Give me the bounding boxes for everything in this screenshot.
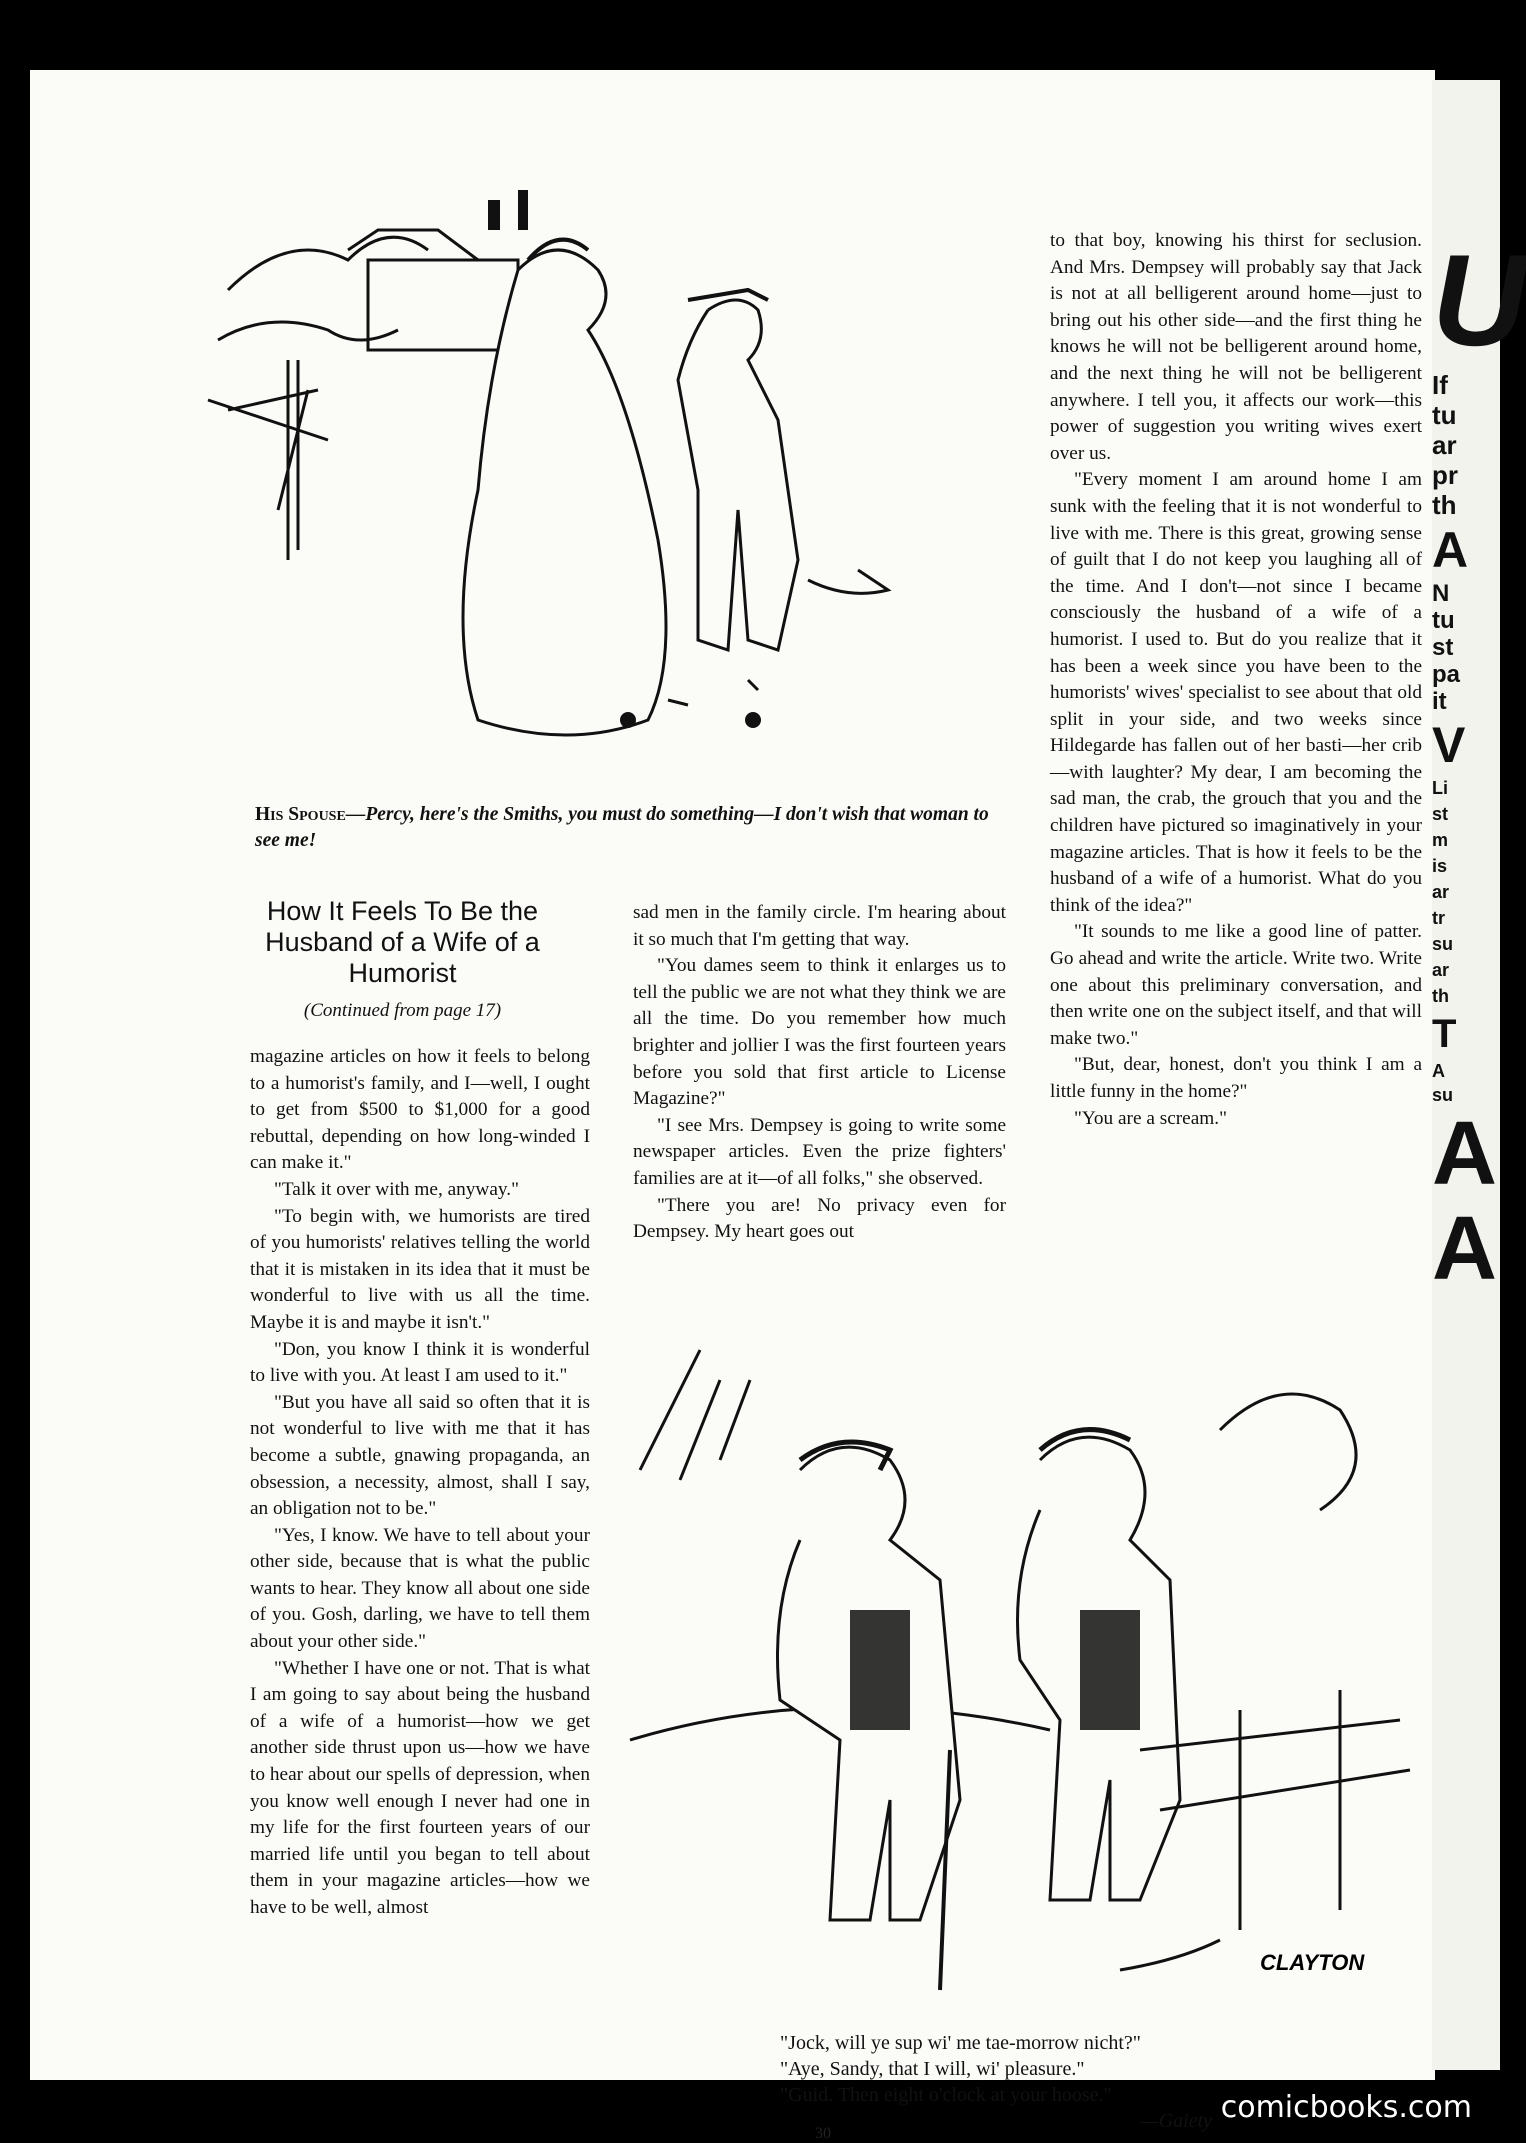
caption-speaker-label: His Spouse (255, 804, 346, 825)
adjacent-letter: A (1432, 1199, 1497, 1299)
site-watermark: comicbooks.com (1220, 2090, 1472, 2125)
adjacent-letter: it (1432, 688, 1447, 715)
paragraph: "There you are! No privacy even for Dempsey. My heart goes out (633, 1194, 1006, 1243)
adjacent-page-edge (1432, 80, 1526, 2070)
adjacent-letter: tr (1432, 908, 1445, 928)
article-column-right (1050, 228, 1422, 1132)
article-title: How It Feels To Be the Husband of a Wife of a Humorist (265, 896, 540, 988)
adjacent-letter: A (1432, 1104, 1497, 1204)
bottom-illustration (620, 1310, 1420, 2010)
paragraph: "I see Mrs. Dempsey is going to write some newspaper articles. Even the prize fighters' families are at it—of all folks," she observed. (633, 1114, 1006, 1189)
paragraph: "Whether I have one or not. That is what I am going to say about being the husband of a wife of a humorist—how we get another side thrust upon us—how we have to hear about our spells of depression, when you know well enough I never had one in my life for the first fourteen years of our married life until you began to tell about them in your magazine articles—how we have to be well, almost (250, 1657, 590, 1918)
caption-line: "Aye, Sandy, that I will, wi' pleasure." (780, 2058, 1085, 2080)
paragraph: "To begin with, we humorists are tired of you humorists' relatives telling the world that it is mistaken in its idea that it must be wonderful to live with us all the time. Maybe it is and maybe it isn't." (250, 1205, 590, 1333)
man-hat (688, 290, 768, 300)
artist-signature: CLAYTON (1260, 1950, 1365, 1975)
paragraph: "Talk it over with me, anyway." (274, 1178, 519, 1200)
page-number: 30 (815, 2125, 831, 2142)
paragraph: "Yes, I know. We have to tell about your other side, because that is what the public wants to hear. They know all about one side of you. Gosh, darling, we have to tell them about your other side." (250, 1524, 590, 1653)
adjacent-letter: T (1432, 1012, 1457, 1056)
adjacent-letter: su (1432, 1085, 1454, 1105)
paragraph: "You are a scream." (1074, 1107, 1227, 1129)
adjacent-letter: U (1432, 227, 1526, 373)
tree-foliage (228, 237, 428, 290)
paragraph: "But you have all said so often that it is not wonderful to live with me that it has become a subtle, gnawing propaganda, an obsession, a necessity, almost, shall I say, an obligation not to be." (250, 1391, 590, 1520)
adjacent-letter: N (1432, 580, 1450, 607)
article-column-left (250, 1044, 590, 1922)
adjacent-letter: ar (1432, 430, 1457, 460)
fence (1140, 1690, 1410, 1930)
caption-line: "Guid. Then eight o'clock at your hoose." (780, 2084, 1112, 2106)
adjacent-letter: th (1432, 986, 1449, 1006)
adjacent-letter: If (1432, 370, 1448, 400)
adjacent-letter: tu (1432, 400, 1457, 430)
adjacent-letter: A (1432, 522, 1469, 578)
article-column-middle (633, 900, 1006, 1246)
paragraph: "You dames seem to think it enlarges us to tell the public we are not what they think we are all the time. Do you remember how much brighter and jollier I was the first fourteen years before you sold that first article to License Magazine?" (633, 955, 1006, 1110)
adjacent-letter: st (1432, 804, 1449, 824)
tree-sketch (1220, 1394, 1356, 1510)
woman-figure (463, 250, 666, 735)
paragraph: "But, dear, honest, don't you think I am a little funny in the home?" (1050, 1054, 1422, 1102)
paragraph: "Don, you know I think it is wonderful to live with you. At least I am used to it." (250, 1338, 590, 1387)
adjacent-letter: is (1432, 856, 1448, 876)
tree-trunk (278, 360, 308, 560)
adjacent-letter: A (1432, 1061, 1445, 1081)
paragraph: "Every moment I am around home I am sunk with the feeling that it is not wonderful to live with me. There is this great, growing sense of guilt that I do not keep you laughing all of the time. And I don't—not since I became consciously the husband of a wife of a humorist. I used to. But do you realize that it has been a week since you have been to the humorists' wives' specialist to see about that old split in your side, and two weeks since Hildegarde has fallen out of her basti—her crib—with laughter? My dear, I am becoming the sad man, the crab, the grouch that you and the children have pictured so imaginatively in your magazine articles. That is how it feels to be the husband of a wife of a humorist. What do you think of the idea?" (1050, 469, 1422, 916)
adjacent-letter: pr (1432, 460, 1458, 490)
adjacent-letter: Li (1432, 778, 1448, 798)
adjacent-letter: tu (1432, 607, 1455, 634)
top-illustration (188, 160, 958, 790)
adjacent-letter: m (1432, 830, 1449, 850)
paragraph: magazine articles on how it feels to belong to a humorist's family, and I—well, I ought to get from $500 to $1,000 for a good rebuttal, depending on how long-winded I can make it." (250, 1046, 590, 1174)
man-figure (678, 300, 798, 650)
paragraph: to that boy, knowing his thirst for seclusion. And Mrs. Dempsey will probably say that Jack is not at all belligerent around home—just to bring out his other side—and the first thing he knows he will not be belligerent around home, and the next thing he will not be belligerent anywhere. I tell you, it affects our work—this power of suggestion you writing wives exert over us. (1050, 230, 1422, 464)
paragraph: "It sounds to me like a good line of patter. Go ahead and write the article. Write two. Write one about this preliminary conversation, and then write one on the subject itself, and that will make two." (1050, 921, 1422, 1049)
adjacent-letter: V (1432, 717, 1466, 773)
continued-note: (Continued from page 17) (303, 1000, 502, 1021)
top-illustration-caption (255, 802, 995, 854)
adjacent-letter: th (1432, 490, 1457, 520)
adjacent-letter: st (1432, 634, 1454, 661)
adjacent-letter: ar (1432, 882, 1450, 902)
caption-line: "Jock, will ye sup wi' me tae-morrow nicht?" (780, 2032, 1141, 2054)
caption-credit: —Gaiety (1140, 2110, 1212, 2132)
sky-hatching (640, 1350, 750, 1480)
paragraph: sad men in the family circle. I'm hearing about it so much that I'm getting that way. (633, 902, 1006, 950)
adjacent-letter: pa (1432, 661, 1461, 688)
adjacent-letter: ar (1432, 960, 1450, 980)
house (368, 260, 518, 350)
caption-text: —Percy, here's the Smiths, you must do something—I don't wish that woman to see me! (255, 804, 989, 851)
adjacent-letter: su (1432, 934, 1454, 954)
